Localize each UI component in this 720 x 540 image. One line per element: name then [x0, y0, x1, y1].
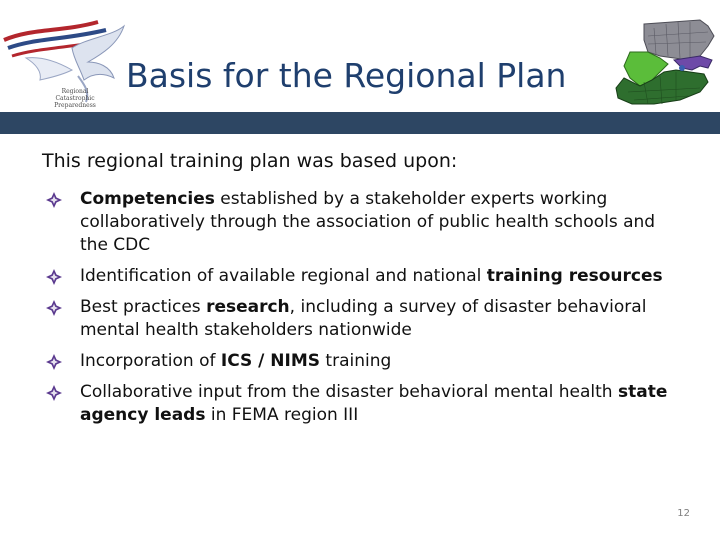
logo-text-line: Regional [61, 88, 89, 95]
bullet-text: , including a survey of disaster behavioral mental health stakeholders nationwide [80, 297, 647, 340]
logo-text-line: Preparedness [54, 102, 96, 109]
bullet-bold-text: training resources [486, 266, 663, 286]
bullet-text: established by a stakeholder experts working collaboratively through the association of public health schools and the CDC [80, 189, 656, 255]
bullet-text: Identification of available regional and national [80, 266, 487, 286]
regional-catastrophic-preparedness-logo [2, 18, 130, 109]
diamond-bullet-icon [46, 192, 62, 208]
bullet-bold-text: state agency leads [80, 382, 668, 425]
bullet-item [42, 188, 682, 257]
intro-text: This regional training plan was based upon: [42, 150, 458, 172]
diamond-bullet-icon [46, 300, 62, 316]
bullet-bold-text: ICS / NIMS [220, 351, 321, 371]
bullet-item [42, 381, 682, 427]
slide-title: Basis for the Regional Plan [126, 56, 567, 95]
bullet-item [42, 296, 682, 342]
bullet-text: Incorporation of [80, 351, 221, 371]
bullet-item [42, 350, 682, 373]
fema-region-iii-map-icon [604, 16, 720, 110]
page-number: 12 [677, 508, 690, 519]
diamond-bullet-icon [46, 385, 62, 401]
bullet-text: in FEMA region III [205, 405, 359, 425]
bullet-text: Best practices [80, 297, 207, 317]
bullet-text: training [320, 351, 392, 371]
header-band [0, 112, 720, 134]
bullet-bold-text: research [206, 297, 290, 317]
logo-text [44, 88, 106, 109]
bullet-bold-text: Competencies [80, 189, 215, 209]
logo-text-line: Catastrophic [55, 95, 95, 102]
diamond-bullet-icon [46, 354, 62, 370]
bullet-list [42, 188, 682, 435]
bullet-item [42, 265, 682, 288]
diamond-bullet-icon [46, 269, 62, 285]
bullet-text: Collaborative input from the disaster behavioral mental health [80, 382, 618, 402]
